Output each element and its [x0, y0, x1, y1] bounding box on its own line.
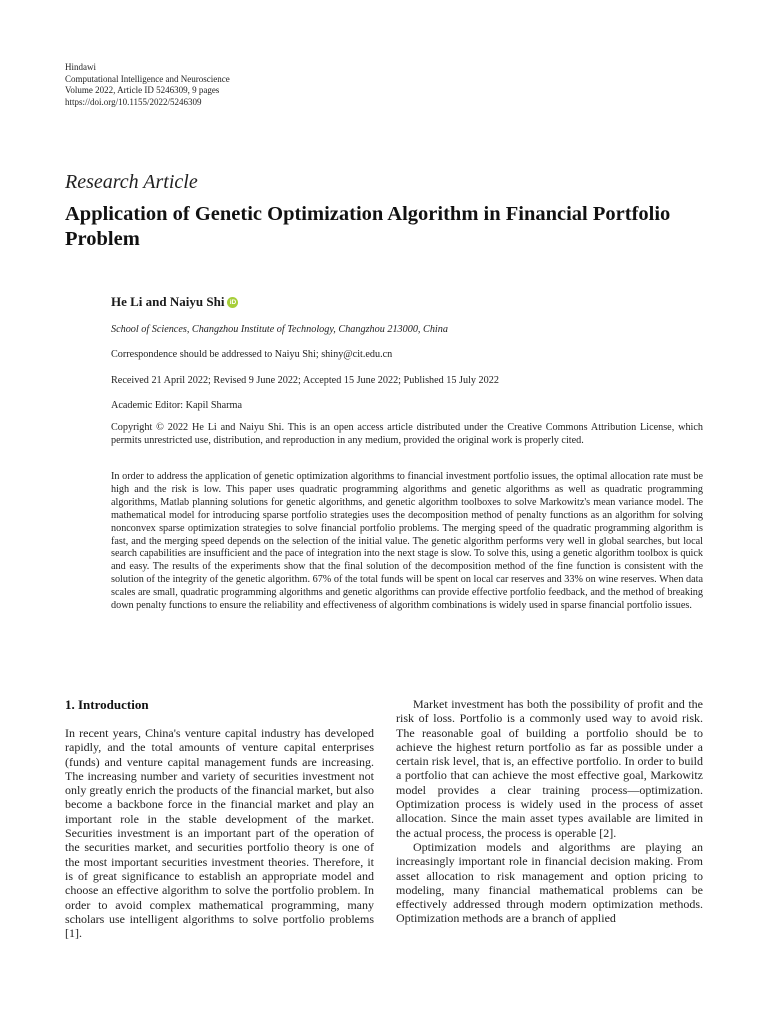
article-title: Application of Genetic Optimization Algorithm in Financial Portfolio Problem: [65, 203, 671, 250]
journal-name: Computational Intelligence and Neuroscience: [65, 73, 230, 84]
paragraph: In recent years, China's venture capital industry has developed rapidly, and the total amounts of venture capital enterprises (funds) and venture capital management funds are increasing. The increasing number and variety of securities investment not only greatly enrich the products of the financial market, but also become a backbone force in the financial market and play an important role in the stable development of the market. Securities investment is an important part of the operation of the securities market, and securities portfolio theory is one of the most important securities investment theories. Therefore, it is of great significance to establish an appropriate model and choose an effective algorithm to solve the portfolio problem. In order to avoid complex mathematical programming, many scholars use intelligent algorithms to solve portfolio problems [1].: [65, 726, 374, 941]
publication-dates: Received 21 April 2022; Revised 9 June 2022; Accepted 15 June 2022; Published 15 July 2022: [111, 375, 499, 386]
article-type: Research Article: [65, 171, 198, 193]
affiliation: School of Sciences, Changzhou Institute of Technology, Changzhou 213000, China: [111, 324, 448, 335]
volume-info: Volume 2022, Article ID 5246309, 9 pages: [65, 85, 220, 95]
paragraph: Market investment has both the possibility of profit and the risk of loss. Portfolio is a commonly used way to avoid risk. The reasonable goal of building a portfolio should be to achieve the highest return portfolio as far as possible under a certain risk level, that is, an effective portfolio. In order to build a portfolio that can achieve the most effective goal, Markowitz model provides a clear training process—optimization. Optimization process is widely used in the process of asset allocation. Since the main asset types available are limited in the actual process, the process is operable [2].: [396, 697, 703, 840]
copyright-notice: Copyright © 2022 He Li and Naiyu Shi. This is an open access article distributed under the Creative Commons Attribution License, which permits unrestricted use, distribution, and reproduction in any medium, provided the original work is properly cited.: [111, 422, 703, 446]
correspondence: Correspondence should be addressed to Naiyu Shi; shiny@cit.edu.cn: [111, 349, 393, 360]
orcid-icon[interactable]: iD: [227, 297, 238, 308]
body-column-left: [65, 726, 374, 940]
academic-editor: Academic Editor: Kapil Sharma: [111, 400, 242, 411]
author-names: He Li and Naiyu Shi: [111, 294, 225, 309]
doi-link[interactable]: https://doi.org/10.1155/2022/5246309: [65, 96, 202, 107]
section-heading-introduction: 1. Introduction: [65, 697, 149, 712]
author-line: [111, 294, 238, 310]
paragraph: Optimization models and algorithms are playing an increasingly important role in financial decision making. From asset allocation to risk management and option pricing to modeling, many financial mathematical problems can be effectively addressed through modern optimization methods. Optimization methods are a branch of applied: [396, 839, 703, 926]
body-column-right: [396, 697, 703, 926]
journal-header: [65, 62, 230, 108]
publisher-name: Hindawi: [65, 62, 96, 72]
abstract: In order to address the application of genetic optimization algorithms to financial investment portfolio issues, the optimal allocation rate must be high and the risk is low. This paper uses quadratic programming algorithms and genetic algorithms as well as quadratic programming algorithms, Matlab planning solutions for genetic algorithms, and genetic algorithm toolboxes to solve Markowitz's mean variance model. The mathematical model for introducing sparse portfolio strategies uses the decomposition method of penalty functions as an algorithm for solving nonconvex sparse optimization strategies to solve financial portfolio problems. The merging speed of the quadratic programming algorithm is fast, and the merging speed depends on the selection of the initial value. The genetic algorithm performs very well in global searches, but local search capabilities are insufficient and the pace of integration into the next stage is slow. To solve this, using a genetic algorithm toolbox is quick and easy. The results of the experiments show that the final solution of the decomposition method of the fine function is consistent with the solution of the integrity of the genetic algorithm. 67% of the total funds will be spent on local car reserves and 33% on wine reserves. When data scales are small, quadratic programming algorithms and genetic algorithms can provide effective portfolio feedback, and the method of breaking down penalty functions to ensure the reliability and effectiveness of algorithm combinations is widely used in sparse financial portfolio issues.: [111, 471, 703, 612]
